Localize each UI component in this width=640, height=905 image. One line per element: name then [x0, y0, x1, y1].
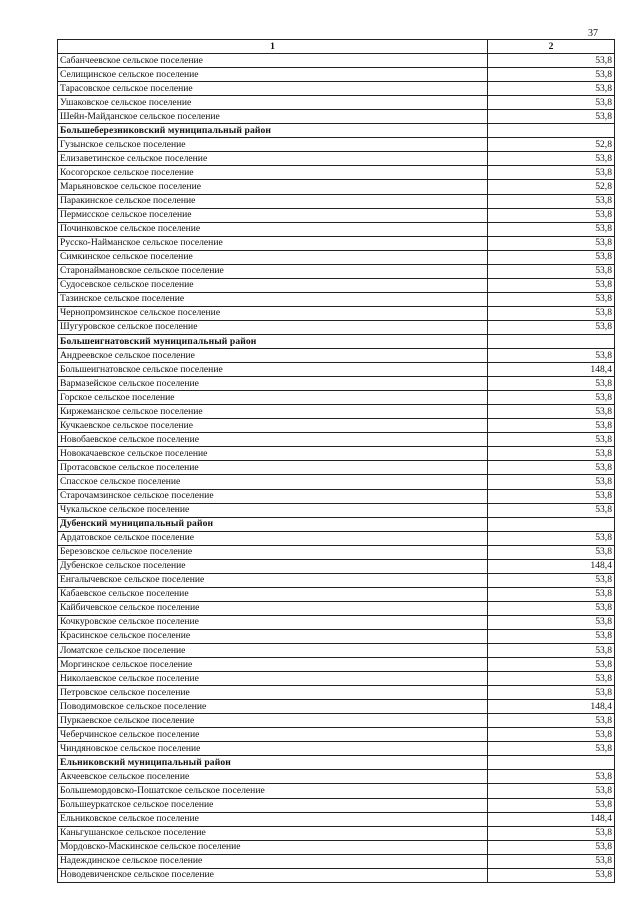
table-row — [58, 405, 615, 419]
table-row — [58, 728, 615, 742]
table-row — [58, 658, 615, 672]
table-row — [58, 700, 615, 714]
settlement-name: Киржеманское сельское поселение — [58, 405, 488, 419]
settlement-name: Новодевиченское сельское поселение — [58, 868, 488, 882]
value-cell: 53,8 — [488, 868, 615, 882]
settlement-name: Мордовско-Маскинское сельское поселение — [58, 840, 488, 854]
settlement-name: Ломатское сельское поселение — [58, 644, 488, 658]
settlement-name: Горское сельское поселение — [58, 391, 488, 405]
value-cell: 53,8 — [488, 264, 615, 278]
value-cell: 53,8 — [488, 152, 615, 166]
district-row — [58, 124, 615, 138]
district-name: Ельниковский муниципальный район — [58, 756, 488, 770]
value-cell: 53,8 — [488, 658, 615, 672]
value-cell: 53,8 — [488, 475, 615, 489]
value-cell: 53,8 — [488, 349, 615, 363]
table-header-row — [58, 40, 615, 54]
value-cell: 53,8 — [488, 615, 615, 629]
settlement-name: Ельниковское сельское поселение — [58, 812, 488, 826]
settlement-name: Моргинское сельское поселение — [58, 658, 488, 672]
settlement-name: Ушаковское сельское поселение — [58, 96, 488, 110]
table-row — [58, 742, 615, 756]
settlement-name: Шугуровское сельское поселение — [58, 320, 488, 334]
settlement-name: Паракинское сельское поселение — [58, 194, 488, 208]
settlement-name: Старонаймановское сельское поселение — [58, 264, 488, 278]
table-row — [58, 672, 615, 686]
value-cell: 53,8 — [488, 96, 615, 110]
district-name: Большеберезниковский муниципальный район — [58, 124, 488, 138]
value-cell: 148,4 — [488, 700, 615, 714]
table-row — [58, 264, 615, 278]
settlement-name: Чернопромзинское сельское поселение — [58, 306, 488, 320]
table-row — [58, 644, 615, 658]
value-cell: 53,8 — [488, 742, 615, 756]
column-header-1: 1 — [58, 40, 488, 54]
value-cell: 53,8 — [488, 489, 615, 503]
settlement-name: Вармазейское сельское поселение — [58, 377, 488, 391]
value-cell: 53,8 — [488, 82, 615, 96]
settlement-name: Чукальское сельское поселение — [58, 503, 488, 517]
value-cell: 53,8 — [488, 208, 615, 222]
settlement-name: Тарасовское сельское поселение — [58, 82, 488, 96]
value-cell: 53,8 — [488, 770, 615, 784]
settlement-name: Шейн-Майданское сельское поселение — [58, 110, 488, 124]
settlement-name: Большемордовско-Пошатское сельское поселение — [58, 784, 488, 798]
table-row — [58, 545, 615, 559]
table-row — [58, 110, 615, 124]
value-cell: 53,8 — [488, 433, 615, 447]
table-row — [58, 349, 615, 363]
value-cell: 53,8 — [488, 222, 615, 236]
settlement-name: Николаевское сельское поселение — [58, 672, 488, 686]
value-cell: 53,8 — [488, 166, 615, 180]
settlement-name: Чеберчинское сельское поселение — [58, 728, 488, 742]
settlement-name: Петровское сельское поселение — [58, 686, 488, 700]
value-cell: 53,8 — [488, 405, 615, 419]
value-cell — [488, 124, 615, 138]
value-cell: 53,8 — [488, 798, 615, 812]
table-row — [58, 222, 615, 236]
settlement-name: Косогорское сельское поселение — [58, 166, 488, 180]
value-cell: 53,8 — [488, 728, 615, 742]
value-cell: 52,8 — [488, 138, 615, 152]
table-row — [58, 475, 615, 489]
settlement-name: Старочамзинское сельское поселение — [58, 489, 488, 503]
value-cell: 53,8 — [488, 110, 615, 124]
table-row — [58, 615, 615, 629]
table-row — [58, 96, 615, 110]
settlement-name: Акчеевское сельское поселение — [58, 770, 488, 784]
table-row — [58, 419, 615, 433]
value-cell: 53,8 — [488, 826, 615, 840]
settlement-name: Красинское сельское поселение — [58, 629, 488, 643]
table-row — [58, 826, 615, 840]
value-cell: 53,8 — [488, 854, 615, 868]
settlement-name: Большеуркатское сельское поселение — [58, 798, 488, 812]
table-row — [58, 629, 615, 643]
table-row — [58, 447, 615, 461]
settlement-name: Андреевское сельское поселение — [58, 349, 488, 363]
table-row — [58, 320, 615, 334]
value-cell — [488, 756, 615, 770]
table-row — [58, 489, 615, 503]
table-row — [58, 54, 615, 68]
table-row — [58, 812, 615, 826]
value-cell: 53,8 — [488, 377, 615, 391]
value-cell: 53,8 — [488, 250, 615, 264]
settlement-name: Кабаевское сельское поселение — [58, 587, 488, 601]
table-row — [58, 433, 615, 447]
settlement-name: Ардатовское сельское поселение — [58, 531, 488, 545]
value-cell: 53,8 — [488, 629, 615, 643]
table-row — [58, 503, 615, 517]
allocation-table — [57, 39, 615, 883]
settlement-name: Русско-Найманское сельское поселение — [58, 236, 488, 250]
value-cell: 53,8 — [488, 391, 615, 405]
settlement-name: Дубенское сельское поселение — [58, 559, 488, 573]
table-row — [58, 194, 615, 208]
table-row — [58, 798, 615, 812]
settlement-name: Протасовское сельское поселение — [58, 461, 488, 475]
settlement-name: Надеждинское сельское поселение — [58, 854, 488, 868]
settlement-name: Симкинское сельское поселение — [58, 250, 488, 264]
settlement-name: Кайбичевское сельское поселение — [58, 601, 488, 615]
value-cell: 148,4 — [488, 812, 615, 826]
value-cell: 53,8 — [488, 447, 615, 461]
table-row — [58, 686, 615, 700]
value-cell: 53,8 — [488, 573, 615, 587]
table-row — [58, 180, 615, 194]
value-cell: 53,8 — [488, 686, 615, 700]
table-row — [58, 138, 615, 152]
value-cell: 53,8 — [488, 587, 615, 601]
settlement-name: Спасское сельское поселение — [58, 475, 488, 489]
settlement-name: Елизаветинское сельское поселение — [58, 152, 488, 166]
value-cell: 53,8 — [488, 672, 615, 686]
district-row — [58, 334, 615, 348]
table-row — [58, 573, 615, 587]
table-row — [58, 587, 615, 601]
value-cell: 53,8 — [488, 644, 615, 658]
table-row — [58, 461, 615, 475]
settlement-name: Кочкуровское сельское поселение — [58, 615, 488, 629]
settlement-name: Новокачаевское сельское поселение — [58, 447, 488, 461]
table-row — [58, 854, 615, 868]
value-cell: 52,8 — [488, 180, 615, 194]
table-row — [58, 784, 615, 798]
value-cell: 53,8 — [488, 278, 615, 292]
value-cell: 148,4 — [488, 363, 615, 377]
value-cell: 53,8 — [488, 531, 615, 545]
value-cell: 53,8 — [488, 194, 615, 208]
table-row — [58, 714, 615, 728]
table-row — [58, 840, 615, 854]
table-row — [58, 68, 615, 82]
settlement-name: Березовское сельское поселение — [58, 545, 488, 559]
value-cell — [488, 334, 615, 348]
table-row — [58, 306, 615, 320]
table-row — [58, 531, 615, 545]
table-row — [58, 391, 615, 405]
value-cell: 53,8 — [488, 601, 615, 615]
table-row — [58, 868, 615, 882]
value-cell: 53,8 — [488, 840, 615, 854]
column-header-2: 2 — [488, 40, 615, 54]
value-cell: 53,8 — [488, 714, 615, 728]
table-row — [58, 82, 615, 96]
settlement-name: Гузынское сельское поселение — [58, 138, 488, 152]
value-cell: 53,8 — [488, 236, 615, 250]
value-cell — [488, 517, 615, 531]
district-row — [58, 756, 615, 770]
settlement-name: Пермисское сельское поселение — [58, 208, 488, 222]
settlement-name: Каньгушанское сельское поселение — [58, 826, 488, 840]
district-row — [58, 517, 615, 531]
settlement-name: Енгалычевское сельское поселение — [58, 573, 488, 587]
table-body — [58, 54, 615, 883]
settlement-name: Пуркаевское сельское поселение — [58, 714, 488, 728]
table-row — [58, 236, 615, 250]
value-cell: 53,8 — [488, 419, 615, 433]
settlement-name: Большеигнатовское сельское поселение — [58, 363, 488, 377]
district-name: Дубенский муниципальный район — [58, 517, 488, 531]
table-row — [58, 377, 615, 391]
table-row — [58, 166, 615, 180]
table-row — [58, 208, 615, 222]
value-cell: 53,8 — [488, 320, 615, 334]
table-row — [58, 559, 615, 573]
value-cell: 53,8 — [488, 461, 615, 475]
settlement-name: Новобаевское сельское поселение — [58, 433, 488, 447]
table-row — [58, 292, 615, 306]
settlement-name: Тазинское сельское поселение — [58, 292, 488, 306]
settlement-name: Судосевское сельское поселение — [58, 278, 488, 292]
table-row — [58, 152, 615, 166]
settlement-name: Поводимовское сельское поселение — [58, 700, 488, 714]
value-cell: 53,8 — [488, 784, 615, 798]
settlement-name: Кучкаевское сельское поселение — [58, 419, 488, 433]
table-row — [58, 770, 615, 784]
value-cell: 53,8 — [488, 54, 615, 68]
table-row — [58, 250, 615, 264]
value-cell: 53,8 — [488, 503, 615, 517]
settlement-name: Починковское сельское поселение — [58, 222, 488, 236]
settlement-name: Селищинское сельское поселение — [58, 68, 488, 82]
value-cell: 53,8 — [488, 545, 615, 559]
settlement-name: Сабанчеевское сельское поселение — [58, 54, 488, 68]
settlement-name: Марьяновское сельское поселение — [58, 180, 488, 194]
value-cell: 53,8 — [488, 292, 615, 306]
table-row — [58, 278, 615, 292]
value-cell: 53,8 — [488, 306, 615, 320]
value-cell: 53,8 — [488, 68, 615, 82]
value-cell: 148,4 — [488, 559, 615, 573]
district-name: Большеигнатовский муниципальный район — [58, 334, 488, 348]
table-row — [58, 363, 615, 377]
page-number: 37 — [588, 28, 598, 39]
settlement-name: Чиндяновское сельское поселение — [58, 742, 488, 756]
table-row — [58, 601, 615, 615]
